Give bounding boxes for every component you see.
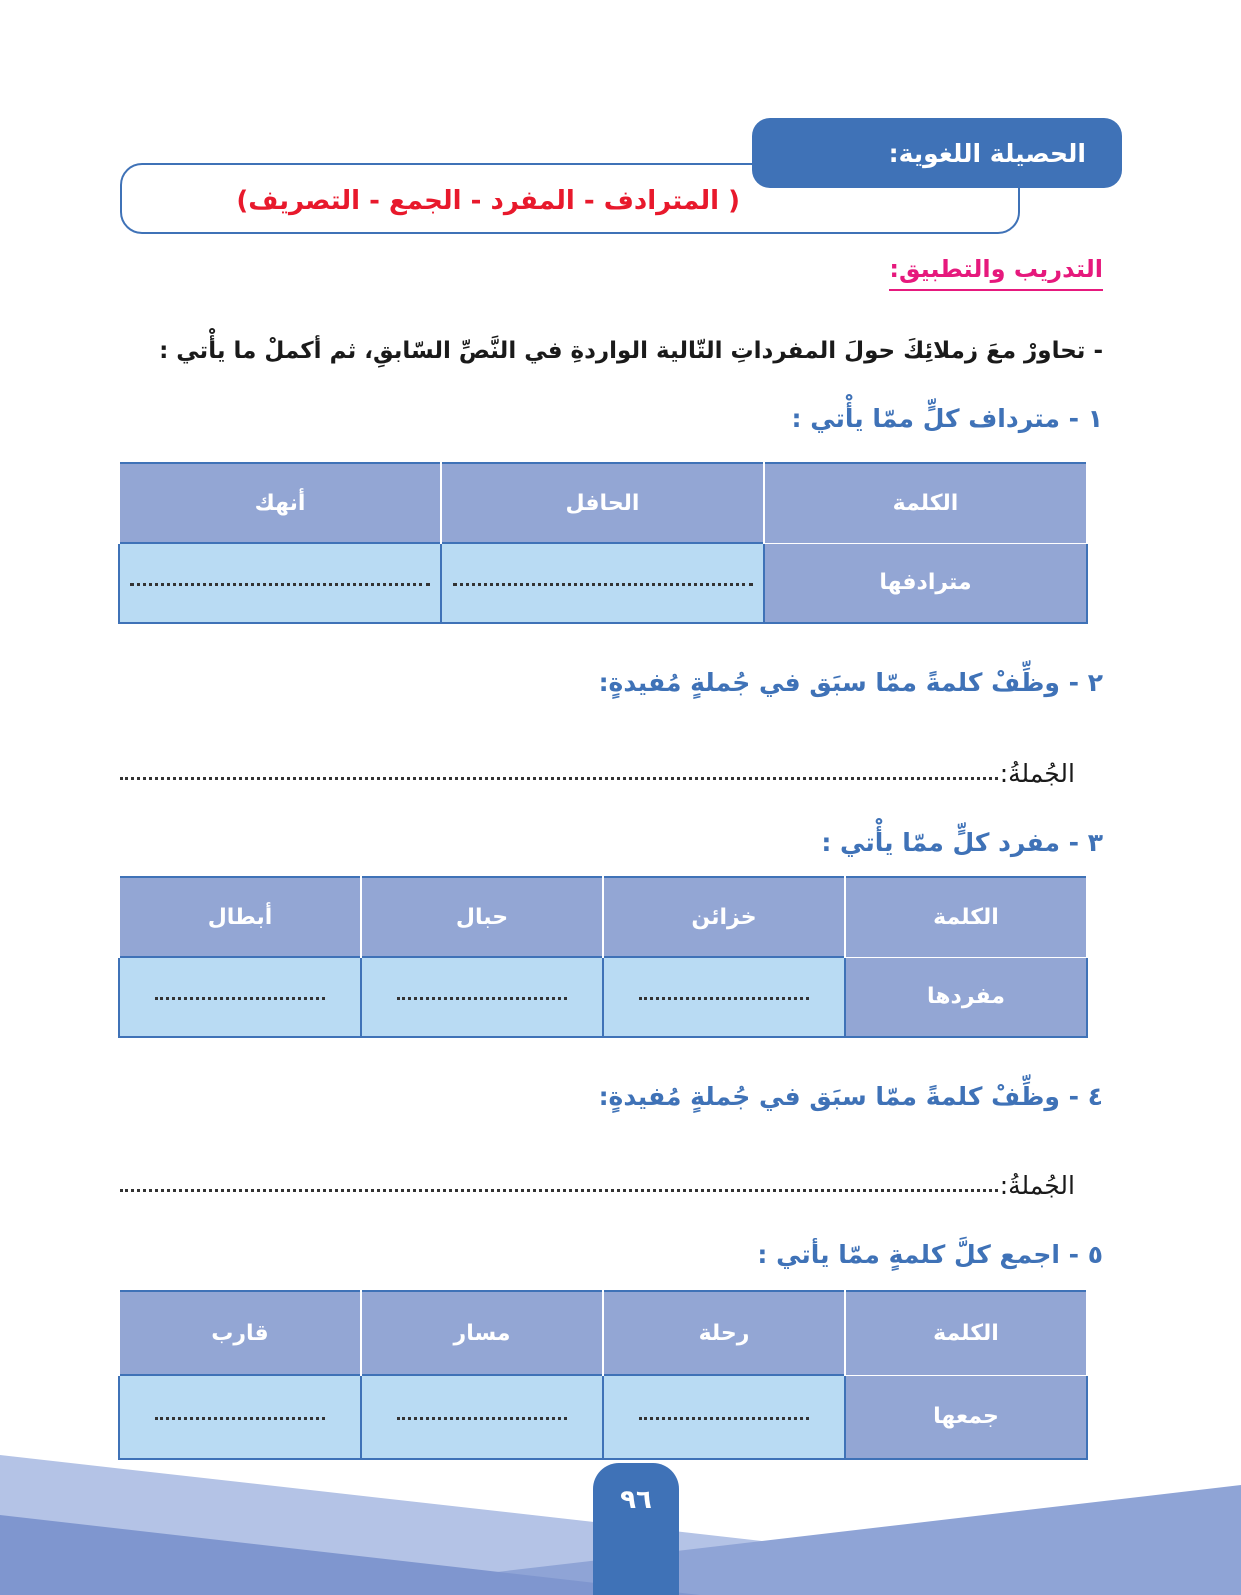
q1-row-label: مترادفها xyxy=(764,543,1087,623)
q3-answer-3[interactable] xyxy=(119,957,361,1037)
q5-word-1: رحلة xyxy=(603,1291,845,1375)
q3-table xyxy=(118,876,1088,1038)
q5-answer-3[interactable] xyxy=(119,1375,361,1459)
q1-col-header: الكلمة xyxy=(764,463,1087,543)
q5-table xyxy=(118,1290,1088,1460)
q1-table xyxy=(118,462,1088,624)
q2-sentence-label: الجُملةُ: xyxy=(999,759,1075,788)
q5-word-3: قارب xyxy=(119,1291,361,1375)
q3-word-3: أبطال xyxy=(119,877,361,957)
q1-heading: ١ - مترداف كلٍّ ممّا يأْتي : xyxy=(791,404,1103,433)
q5-row-label: جمعها xyxy=(845,1375,1087,1459)
section-title: التدريب والتطبيق: xyxy=(889,255,1103,291)
q4-sentence-blank[interactable] xyxy=(120,1189,998,1192)
q1-word-1: الحافل xyxy=(441,463,764,543)
q2-heading: ٢ - وظِّفْ كلمةً ممّا سبَق في جُملةٍ مُفيدةٍ: xyxy=(598,668,1103,697)
q1-word-2: أنهك xyxy=(119,463,441,543)
q3-answer-2[interactable] xyxy=(361,957,603,1037)
q5-col-header: الكلمة xyxy=(845,1291,1087,1375)
q3-heading: ٣ - مفرد كلٍّ ممّا يأْتي : xyxy=(821,828,1103,857)
q3-row-label: مفردها xyxy=(845,957,1087,1037)
q3-word-1: خزائن xyxy=(603,877,845,957)
q2-sentence-line[interactable] xyxy=(120,748,1075,788)
q5-heading: ٥ - اجمع كلَّ كلمةٍ ممّا يأتي : xyxy=(757,1240,1103,1269)
q1-answer-1[interactable] xyxy=(441,543,764,623)
q4-sentence-label: الجُملةُ: xyxy=(999,1171,1075,1200)
q5-answer-1[interactable] xyxy=(603,1375,845,1459)
q2-sentence-blank[interactable] xyxy=(120,777,998,780)
q5-word-2: مسار xyxy=(361,1291,603,1375)
q4-heading: ٤ - وظِّفْ كلمةً ممّا سبَق في جُملةٍ مُفيدةٍ: xyxy=(598,1082,1103,1111)
q1-answer-2[interactable] xyxy=(119,543,441,623)
instruction: - تحاورْ معَ زملائِكَ حولَ المفرداتِ التّالية الواردةِ في النَّصِّ السّابقِ، ثم أكملْ ما يأْتي : xyxy=(159,338,1103,364)
topic-text: ( المترادف - المفرد - الجمع - التصريف) xyxy=(236,186,740,216)
q3-word-2: حبال xyxy=(361,877,603,957)
q5-answer-2[interactable] xyxy=(361,1375,603,1459)
q4-sentence-line[interactable] xyxy=(120,1160,1075,1200)
q3-col-header: الكلمة xyxy=(845,877,1087,957)
page-number: ٩٦ xyxy=(593,1463,679,1595)
header-tab xyxy=(752,118,1122,188)
q3-answer-1[interactable] xyxy=(603,957,845,1037)
header-tab-label: الحصيلة اللغوية: xyxy=(888,138,1086,168)
